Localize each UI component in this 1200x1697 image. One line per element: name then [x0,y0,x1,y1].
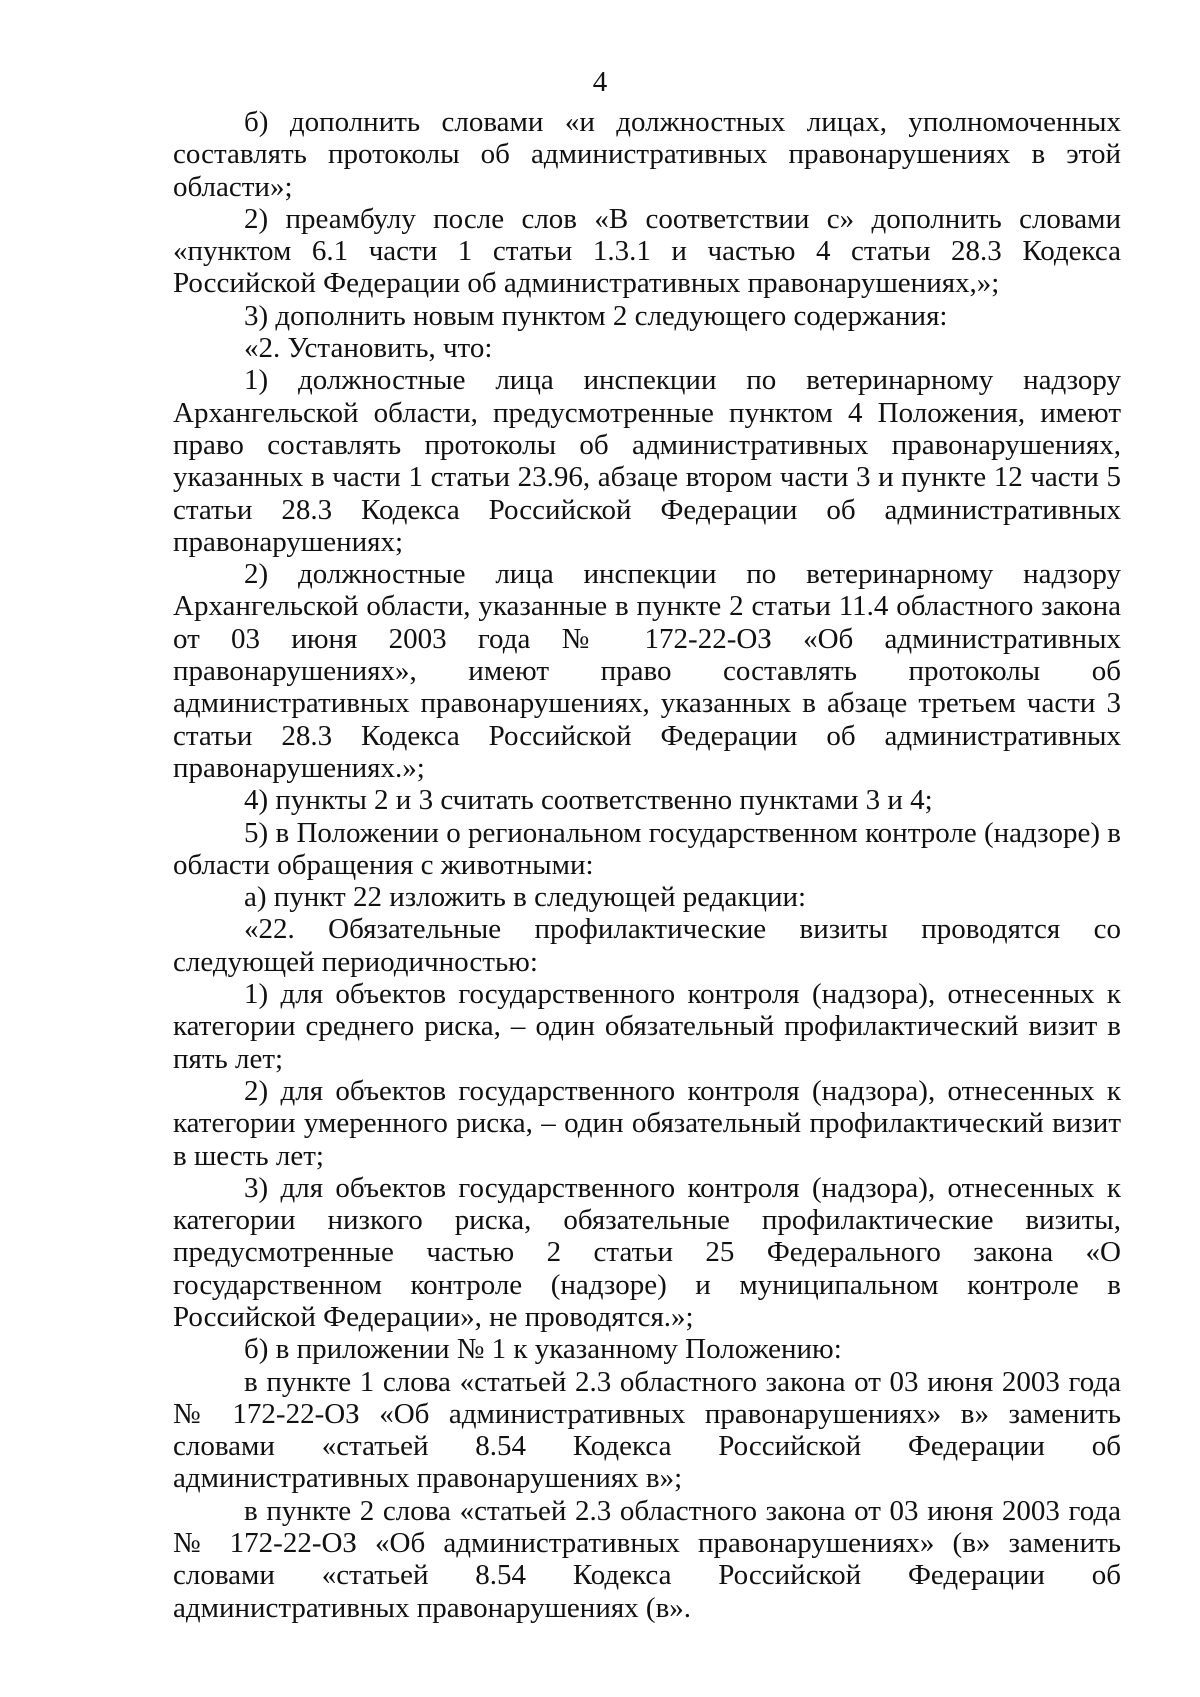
paragraph: б) дополнить словами «и должностных лицах, уполномоченных составлять протоколы об административных правонарушениях в этой области»; [173,106,1121,203]
paragraph: в пункте 2 слова «статьей 2.3 областного закона от 03 июня 2003 года № 172-22-ОЗ «Об административных правонарушениях» (в» заменить словами «статьей 8.54 Кодекса Российской Федерации об административных правонарушениях (в». [173,1494,1121,1624]
paragraph: б) в приложении № 1 к указанному Положению: [244,1333,842,1366]
paragraph: в пункте 1 слова «статьей 2.3 областного закона от 03 июня 2003 года № 172-22-ОЗ «Об административных правонарушениях» в» заменить словами «статьей 8.54 Кодекса Российской Федерации об административных правонарушениях в»; [173,1365,1121,1495]
paragraph: 4) пункты 2 и 3 считать соответственно пунктами 3 и 4; [244,784,933,817]
paragraph: 1) для объектов государственного контроля (надзора), отнесенных к категории среднего риска, – один обязательный профилактический визит в пять лет; [173,978,1121,1075]
document-body [173,106,1121,1624]
paragraph: 3) дополнить новым пунктом 2 следующего содержания: [244,299,948,332]
paragraph: а) пункт 22 изложить в следующей редакции: [244,881,807,914]
paragraph: 2) преамбулу после слов «В соответствии с» дополнить словами «пунктом 6.1 части 1 статьи 1.3.1 и частью 4 статьи 28.3 Кодекса Российской Федерации об административных правонарушениях,»; [173,202,1121,300]
paragraph: 2) для объектов государственного контроля (надзора), отнесенных к категории умеренного риска, – один обязательный профилактический визит в шесть лет; [173,1074,1121,1172]
paragraph: 5) в Положении о региональном государственном контроле (надзоре) в области обращения с животными: [173,816,1121,881]
paragraph: «22. Обязательные профилактические визиты проводятся со следующей периодичностью: [173,913,1121,978]
paragraph: «2. Установить, что: [244,332,493,365]
paragraph: 1) должностные лица инспекции по ветеринарному надзору Архангельской области, предусмотренные пунктом 4 Положения, имеют право составлять протоколы об административных правонарушениях, указанных в части 1 статьи 23.96, абзаце втором части 3 и пункте 12 части 5 статьи 28.3 Кодекса Российской Федерации об административных правонарушениях; [173,364,1121,558]
page-number: 4 [592,66,608,98]
paragraph: 2) должностные лица инспекции по ветеринарному надзору Архангельской области, указанные в пункте 2 статьи 11.4 областного закона от 03 июня 2003 года № 172-22-ОЗ «Об административных правонарушениях», имеют право составлять протоколы об административных правонарушениях, указанных в абзаце третьем части 3 статьи 28.3 Кодекса Российской Федерации об административных правонарушениях.»; [173,558,1121,784]
paragraph: 3) для объектов государственного контроля (надзора), отнесенных к категории низкого риска, обязательные профилактические визиты, предусмотренные частью 2 статьи 25 Федерального закона «О государственном контроле (надзоре) и муниципальном контроле в Российской Федерации», не проводятся.»; [173,1171,1121,1333]
